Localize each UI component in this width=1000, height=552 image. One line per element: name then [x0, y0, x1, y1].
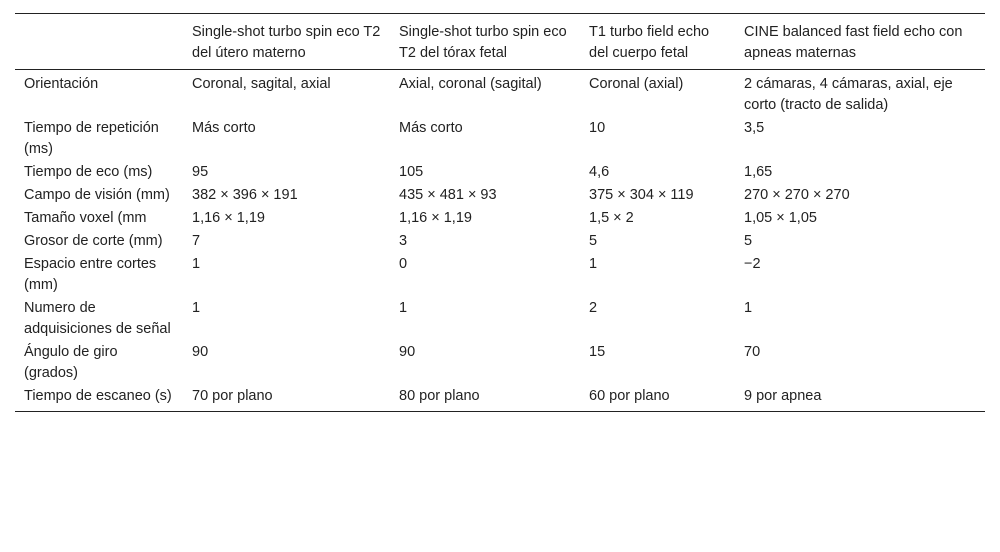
table-cell: 7: [192, 233, 201, 249]
table-cell: 1,5 × 2: [589, 210, 634, 226]
table-row: [15, 297, 985, 341]
table-cell: 2: [589, 300, 598, 316]
header-cell: CINE balanced fast field echo con apneas maternas: [744, 24, 963, 61]
row-label: Grosor de corte (mm): [24, 233, 163, 249]
table-cell: 95: [192, 164, 209, 180]
table-cell: 1: [192, 256, 201, 272]
table-cell: 1,65: [744, 164, 773, 180]
row-label: Espacio entre cortes (mm): [24, 256, 157, 293]
table-row: [15, 253, 985, 297]
table-row: [15, 70, 985, 118]
table-cell: 435 × 481 × 93: [399, 187, 497, 203]
row-label: Ángulo de giro (grados): [24, 344, 118, 381]
table-cell: 9 por apnea: [744, 388, 822, 404]
table-cell: 90: [399, 344, 416, 360]
table-cell: 270 × 270 × 270: [744, 187, 850, 203]
table-cell: 2 cámaras, 4 cámaras, axial, eje corto (tracto de salida): [744, 76, 953, 113]
header-cell: Single-shot turbo spin eco T2 del tórax fetal: [399, 24, 567, 61]
table-cell: 3,5: [744, 120, 765, 136]
table-cell: 1: [744, 300, 753, 316]
table-cell: Axial, coronal (sagital): [399, 76, 542, 92]
row-label: Tamaño voxel (mm: [24, 210, 147, 226]
row-label: Campo de visión (mm): [24, 187, 170, 203]
header-cell: Single-shot turbo spin eco T2 del útero materno: [192, 24, 381, 61]
row-label: Tiempo de repetición (ms): [24, 120, 159, 157]
table-cell: 0: [399, 256, 408, 272]
table-cell: Más corto: [192, 120, 256, 136]
table-cell: 10: [589, 120, 606, 136]
table-row: [15, 117, 985, 161]
table-row: [15, 207, 985, 230]
table-cell: 1: [399, 300, 408, 316]
row-label: Orientación: [24, 76, 99, 92]
table-row: [15, 385, 985, 412]
table-cell: 1,05 × 1,05: [744, 210, 817, 226]
mri-parameters-table: [15, 13, 985, 412]
table-cell: 80 por plano: [399, 388, 480, 404]
table-cell: 1,16 × 1,19: [192, 210, 265, 226]
table-row: [15, 341, 985, 385]
table-cell: 70 por plano: [192, 388, 273, 404]
table-cell: 70: [744, 344, 761, 360]
table-row: [15, 161, 985, 184]
table-cell: 1: [192, 300, 201, 316]
row-label: Tiempo de escaneo (s): [24, 388, 172, 404]
table-row: [15, 230, 985, 253]
table-cell: 4,6: [589, 164, 610, 180]
table-cell: 375 × 304 × 119: [589, 187, 694, 203]
table-cell: −2: [744, 256, 761, 272]
table-cell: 382 × 396 × 191: [192, 187, 298, 203]
table-cell: 1,16 × 1,19: [399, 210, 472, 226]
table-cell: 3: [399, 233, 408, 249]
table-body: [15, 70, 985, 412]
table-header: [15, 14, 985, 70]
row-label: Numero de adquisiciones de señal: [24, 300, 171, 337]
table-cell: 5: [744, 233, 753, 249]
table-cell: Coronal (axial): [589, 76, 684, 92]
header-cell-empty: [15, 14, 183, 70]
table-row: [15, 184, 985, 207]
table-cell: 1: [589, 256, 598, 272]
table-cell: 105: [399, 164, 424, 180]
header-cell: T1 turbo field echo del cuerpo fetal: [589, 24, 710, 61]
row-label: Tiempo de eco (ms): [24, 164, 153, 180]
table-cell: Coronal, sagital, axial: [192, 76, 331, 92]
table-cell: Más corto: [399, 120, 463, 136]
header-row: [15, 14, 985, 70]
table-cell: 5: [589, 233, 598, 249]
table-cell: 15: [589, 344, 606, 360]
table-cell: 60 por plano: [589, 388, 670, 404]
table-cell: 90: [192, 344, 209, 360]
